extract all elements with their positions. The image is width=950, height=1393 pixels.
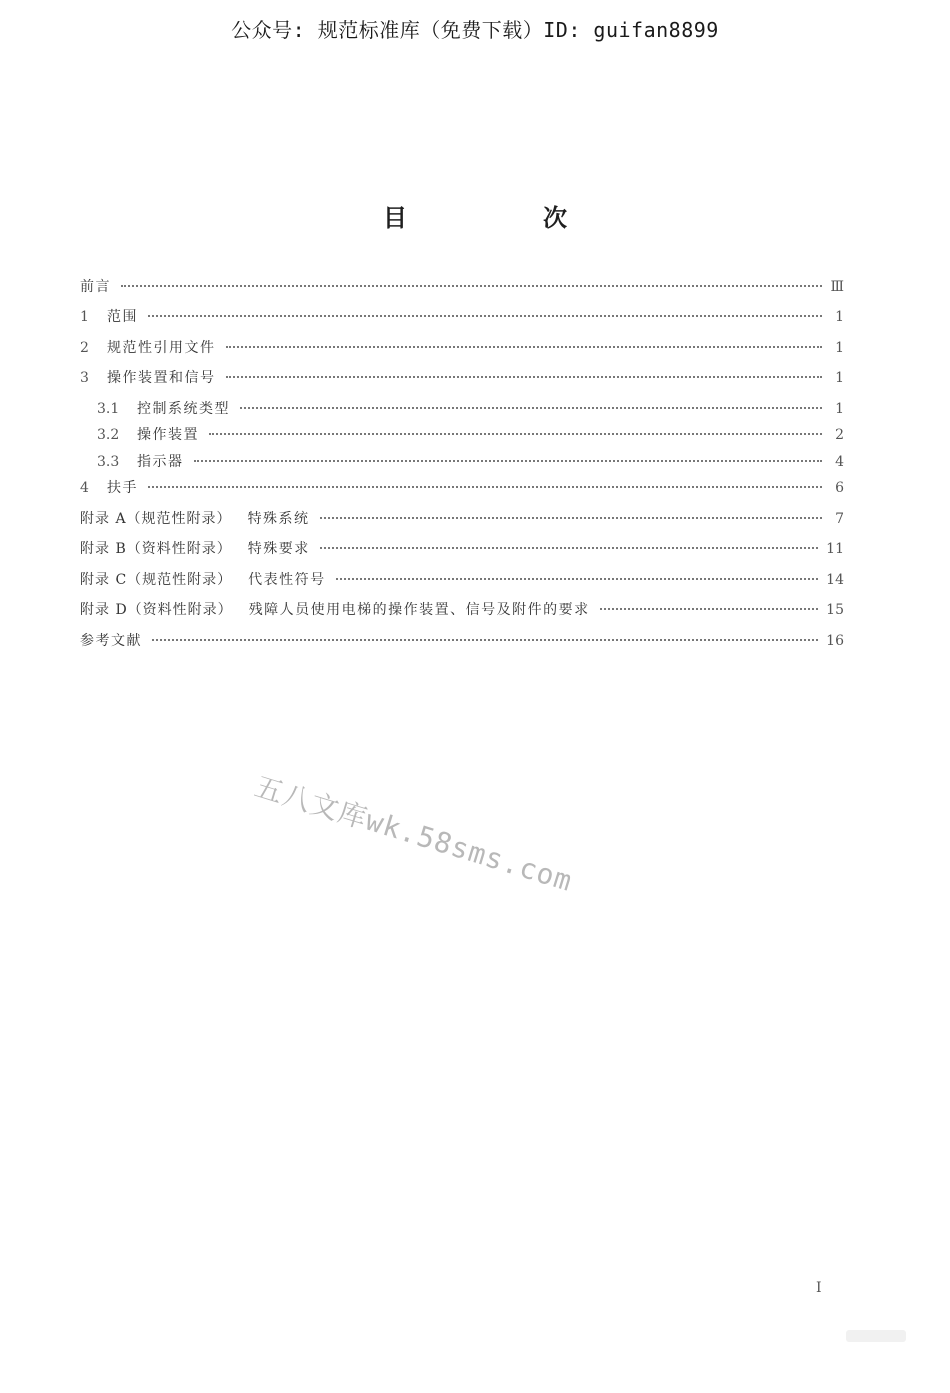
toc-entry-page: 15 xyxy=(826,602,844,618)
toc-entry-title: 范围 xyxy=(107,309,138,325)
toc-entry-page: 2 xyxy=(835,427,844,443)
toc-entry-number: 2 xyxy=(80,339,89,356)
page-title: 目 次 xyxy=(383,204,623,232)
toc-entry-title: 操作装置 xyxy=(137,427,199,443)
toc-entry-title: 控制系统类型 xyxy=(137,400,230,417)
toc-leader-dots xyxy=(600,608,818,610)
toc-entry-page: 14 xyxy=(826,571,844,588)
toc-entry-number: 3.2 xyxy=(97,427,120,443)
toc-annex-label: 附录 C（规范性附录） xyxy=(80,571,233,588)
toc-entry-page: 1 xyxy=(835,370,844,386)
toc-entry-bibliography[interactable] xyxy=(80,630,844,661)
toc-leader-dots xyxy=(226,346,823,348)
toc-entry-page: 1 xyxy=(835,339,844,356)
toc-entry-page: 1 xyxy=(835,400,844,417)
toc-leader-dots xyxy=(240,407,822,409)
toc-entry-title: 前言 xyxy=(80,279,111,295)
toc-leader-dots xyxy=(148,315,822,317)
toc-entry-control-devices[interactable] xyxy=(80,424,844,451)
page-number: I xyxy=(816,1280,822,1296)
toc-entry-title: 参考文献 xyxy=(80,632,142,649)
toc-leader-dots xyxy=(320,547,818,549)
toc-entry-annex-d[interactable] xyxy=(80,599,844,630)
toc-entry-page: Ⅲ xyxy=(830,279,844,295)
toc-annex-label: 附录 D（资料性附录） xyxy=(80,602,233,618)
toc-entry-number: 3 xyxy=(80,370,89,386)
toc-entry-number: 3.1 xyxy=(97,400,120,417)
toc-leader-dots xyxy=(226,376,823,378)
toc-entry-control-system-types[interactable] xyxy=(80,398,844,425)
toc-entry-foreword[interactable] xyxy=(80,276,844,306)
toc-entry-handrails[interactable] xyxy=(80,477,844,508)
scan-artifact xyxy=(846,1330,906,1342)
toc-entry-title: 特殊系统 xyxy=(247,510,310,527)
toc-entry-controls-and-signals[interactable] xyxy=(80,367,844,398)
toc-annex-label: 附录 A（规范性附录） xyxy=(80,510,232,527)
toc-entry-page: 6 xyxy=(835,480,844,496)
toc-leader-dots xyxy=(121,285,822,287)
toc-entry-number: 4 xyxy=(80,480,89,496)
toc-entry-title: 操作装置和信号 xyxy=(107,370,216,386)
toc-entry-title: 代表性符号 xyxy=(248,571,326,588)
toc-entry-page: 1 xyxy=(835,309,844,325)
toc-entry-number: 1 xyxy=(80,309,89,325)
toc-entry-indicators[interactable] xyxy=(80,451,844,478)
toc-entry-title: 指示器 xyxy=(137,453,184,470)
toc-annex-label: 附录 B（资料性附录） xyxy=(80,541,232,557)
toc-leader-dots xyxy=(194,460,823,462)
toc-entry-normative-references[interactable] xyxy=(80,337,844,368)
toc-leader-dots xyxy=(152,639,818,641)
toc-entry-page: 16 xyxy=(826,632,844,649)
toc-entry-title: 扶手 xyxy=(107,480,138,496)
source-header: 公众号: 规范标准库（免费下载）ID: guifan8899 xyxy=(231,18,719,42)
toc-entry-annex-a[interactable] xyxy=(80,508,844,539)
toc-leader-dots xyxy=(209,433,822,435)
toc-entry-page: 4 xyxy=(835,453,844,470)
toc-entry-scope[interactable] xyxy=(80,306,844,337)
toc-leader-dots xyxy=(148,486,822,488)
toc-entry-page: 11 xyxy=(826,541,844,557)
toc-leader-dots xyxy=(336,578,819,580)
toc-entry-title: 残障人员使用电梯的操作装置、信号及附件的要求 xyxy=(248,602,590,618)
toc-entry-annex-c[interactable] xyxy=(80,569,844,600)
toc-entry-title: 特殊要求 xyxy=(247,541,310,557)
table-of-contents xyxy=(80,276,844,660)
watermark-text: 五八文库wk.58sms.com xyxy=(250,769,577,898)
toc-entry-title: 规范性引用文件 xyxy=(107,339,216,356)
toc-entry-page: 7 xyxy=(835,510,844,527)
toc-entry-number: 3.3 xyxy=(97,453,120,470)
toc-leader-dots xyxy=(320,517,822,519)
toc-entry-annex-b[interactable] xyxy=(80,538,844,569)
